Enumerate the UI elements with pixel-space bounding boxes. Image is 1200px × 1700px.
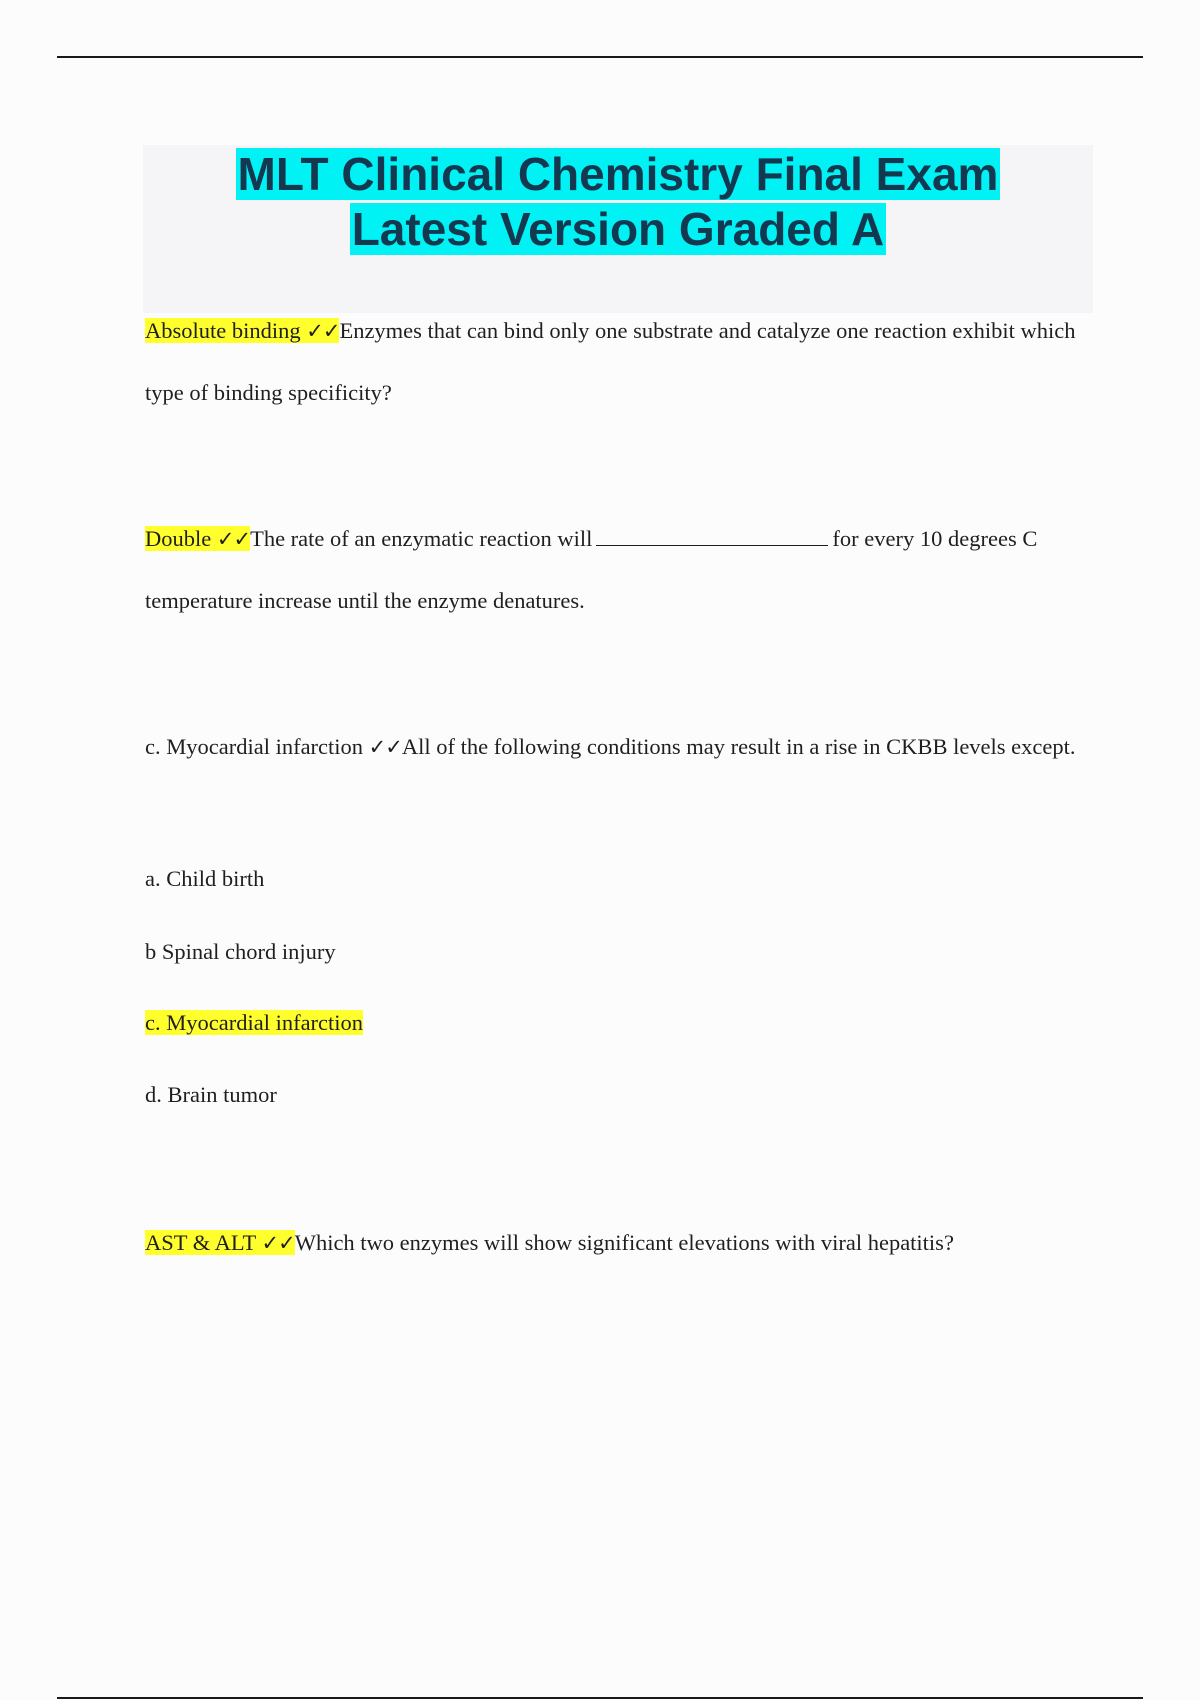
answer-highlight	[145, 526, 250, 551]
top-rule	[57, 56, 1143, 58]
checkmark-icon: ✓✓	[216, 527, 251, 551]
question-text-part-2: for every 10 degrees C temperature increase until the enzyme denatures.	[145, 526, 1038, 613]
answer-text: c. Myocardial infarction	[145, 734, 364, 759]
answer-text: Absolute binding	[145, 318, 301, 343]
option-d: d. Brain tumor	[145, 1082, 277, 1107]
question-text-part-1: The rate of an enzymatic reaction will	[250, 526, 593, 551]
checkmark-icon: ✓✓	[261, 1231, 295, 1255]
question-text: All of the following conditions may result in a rise in CKBB levels except.	[401, 734, 1076, 759]
question-text: Which two enzymes will show significant elevations with viral hepatitis?	[294, 1230, 954, 1255]
qa-item-1	[145, 300, 1095, 423]
answer-text: Double	[145, 526, 212, 551]
option-c-correct: c. Myocardial infarction	[145, 1010, 364, 1035]
checkmark-icon: ✓✓	[306, 319, 340, 343]
qa-item-2	[145, 508, 1095, 631]
bottom-rule	[57, 1697, 1143, 1699]
document-title	[143, 145, 1093, 257]
checkmark-icon: ✓✓	[368, 735, 402, 759]
answer-highlight	[145, 1230, 295, 1255]
question-text: Enzymes that can bind only one substrate and catalyze one reaction exhibit which type of binding specificity?	[145, 318, 1076, 405]
title-banner	[143, 145, 1093, 313]
answer-highlight	[145, 318, 339, 343]
title-line-2: Latest Version Graded A	[351, 203, 885, 255]
answer-text: AST & ALT	[145, 1230, 256, 1255]
qa-item-3	[145, 716, 1095, 778]
option-b: b Spinal chord injury	[145, 939, 336, 964]
option-a: a. Child birth	[145, 866, 265, 891]
fill-in-blank	[596, 527, 828, 546]
qa-item-4	[145, 1212, 1095, 1274]
title-line-1: MLT Clinical Chemistry Final Exam	[237, 148, 999, 200]
